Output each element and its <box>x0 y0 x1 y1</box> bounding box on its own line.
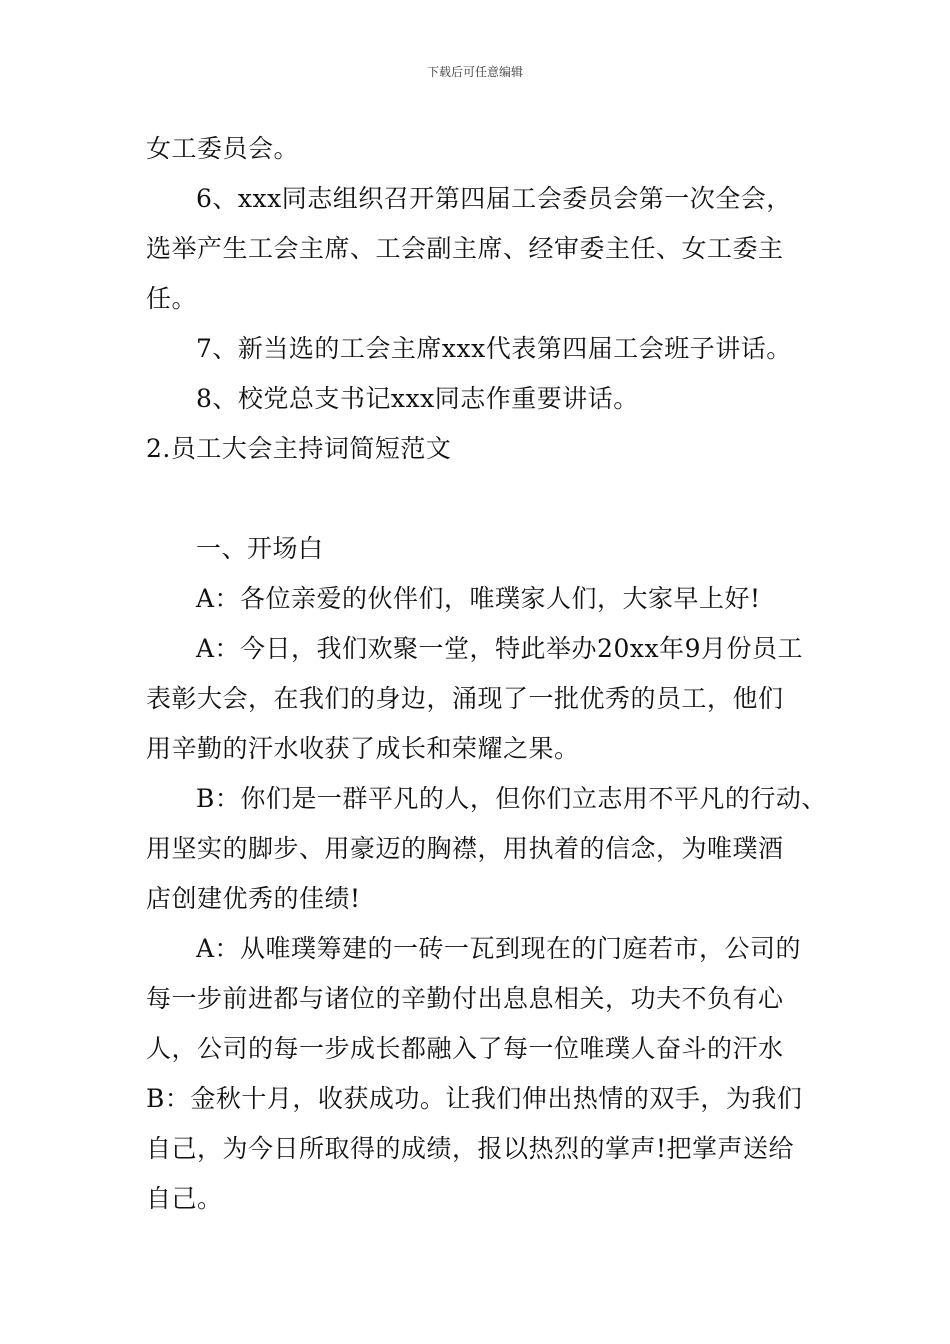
document-body <box>146 124 827 1224</box>
paragraph-line: 表彰大会，在我们的身边，涌现了一批优秀的员工，他们 <box>146 684 784 713</box>
text-line: 任。 <box>146 284 198 313</box>
paragraph-line: 店创建优秀的佳绩! <box>146 884 361 913</box>
list-item-8: 8、校党总支书记xxx同志作重要讲话。 <box>196 384 639 413</box>
paragraph-line: 每一步前进都与诸位的辛勤付出息息相关，功夫不负有心 <box>146 984 784 1013</box>
paragraph-line: A：各位亲爱的伙伴们，唯璞家人们，大家早上好! <box>196 584 761 613</box>
subsection-heading: 一、开场白 <box>196 534 324 563</box>
paragraph-line: 用辛勤的汗水收获了成长和荣耀之果。 <box>146 734 580 763</box>
paragraph-line: B：金秋十月，收获成功。让我们伸出热情的双手，为我们 <box>146 1084 803 1113</box>
text-line: 选举产生工会主席、工会副主席、经审委主任、女工委主 <box>146 234 784 263</box>
list-item-6: 6、xxx同志组织召开第四届工会委员会第一次全会， <box>196 184 792 213</box>
page-header: 下载后可任意编辑 <box>426 65 523 79</box>
paragraph-line: 自己。 <box>146 1184 223 1213</box>
list-item-7: 7、新当选的工会主席xxx代表第四届工会班子讲话。 <box>196 334 792 363</box>
text-line: 女工委员会。 <box>146 134 300 163</box>
paragraph-line: 自己，为今日所取得的成绩，报以热烈的掌声!把掌声送给 <box>146 1134 795 1163</box>
paragraph-line: A：从唯璞筹建的一砖一瓦到现在的门庭若市，公司的 <box>196 934 802 963</box>
paragraph-line: A：今日，我们欢聚一堂，特此举办20xx年9月份员工 <box>196 634 803 663</box>
paragraph-line: 用坚实的脚步、用豪迈的胸襟，用执着的信念，为唯璞酒 <box>146 834 784 863</box>
paragraph-line: 人，公司的每一步成长都融入了每一位唯璞人奋斗的汗水 <box>146 1034 784 1063</box>
blank-line <box>146 474 814 524</box>
paragraph-line: B：你们是一群平凡的人，但你们立志用不平凡的行动、 <box>196 784 827 813</box>
section-heading: 2.员工大会主持词简短范文 <box>146 434 452 463</box>
